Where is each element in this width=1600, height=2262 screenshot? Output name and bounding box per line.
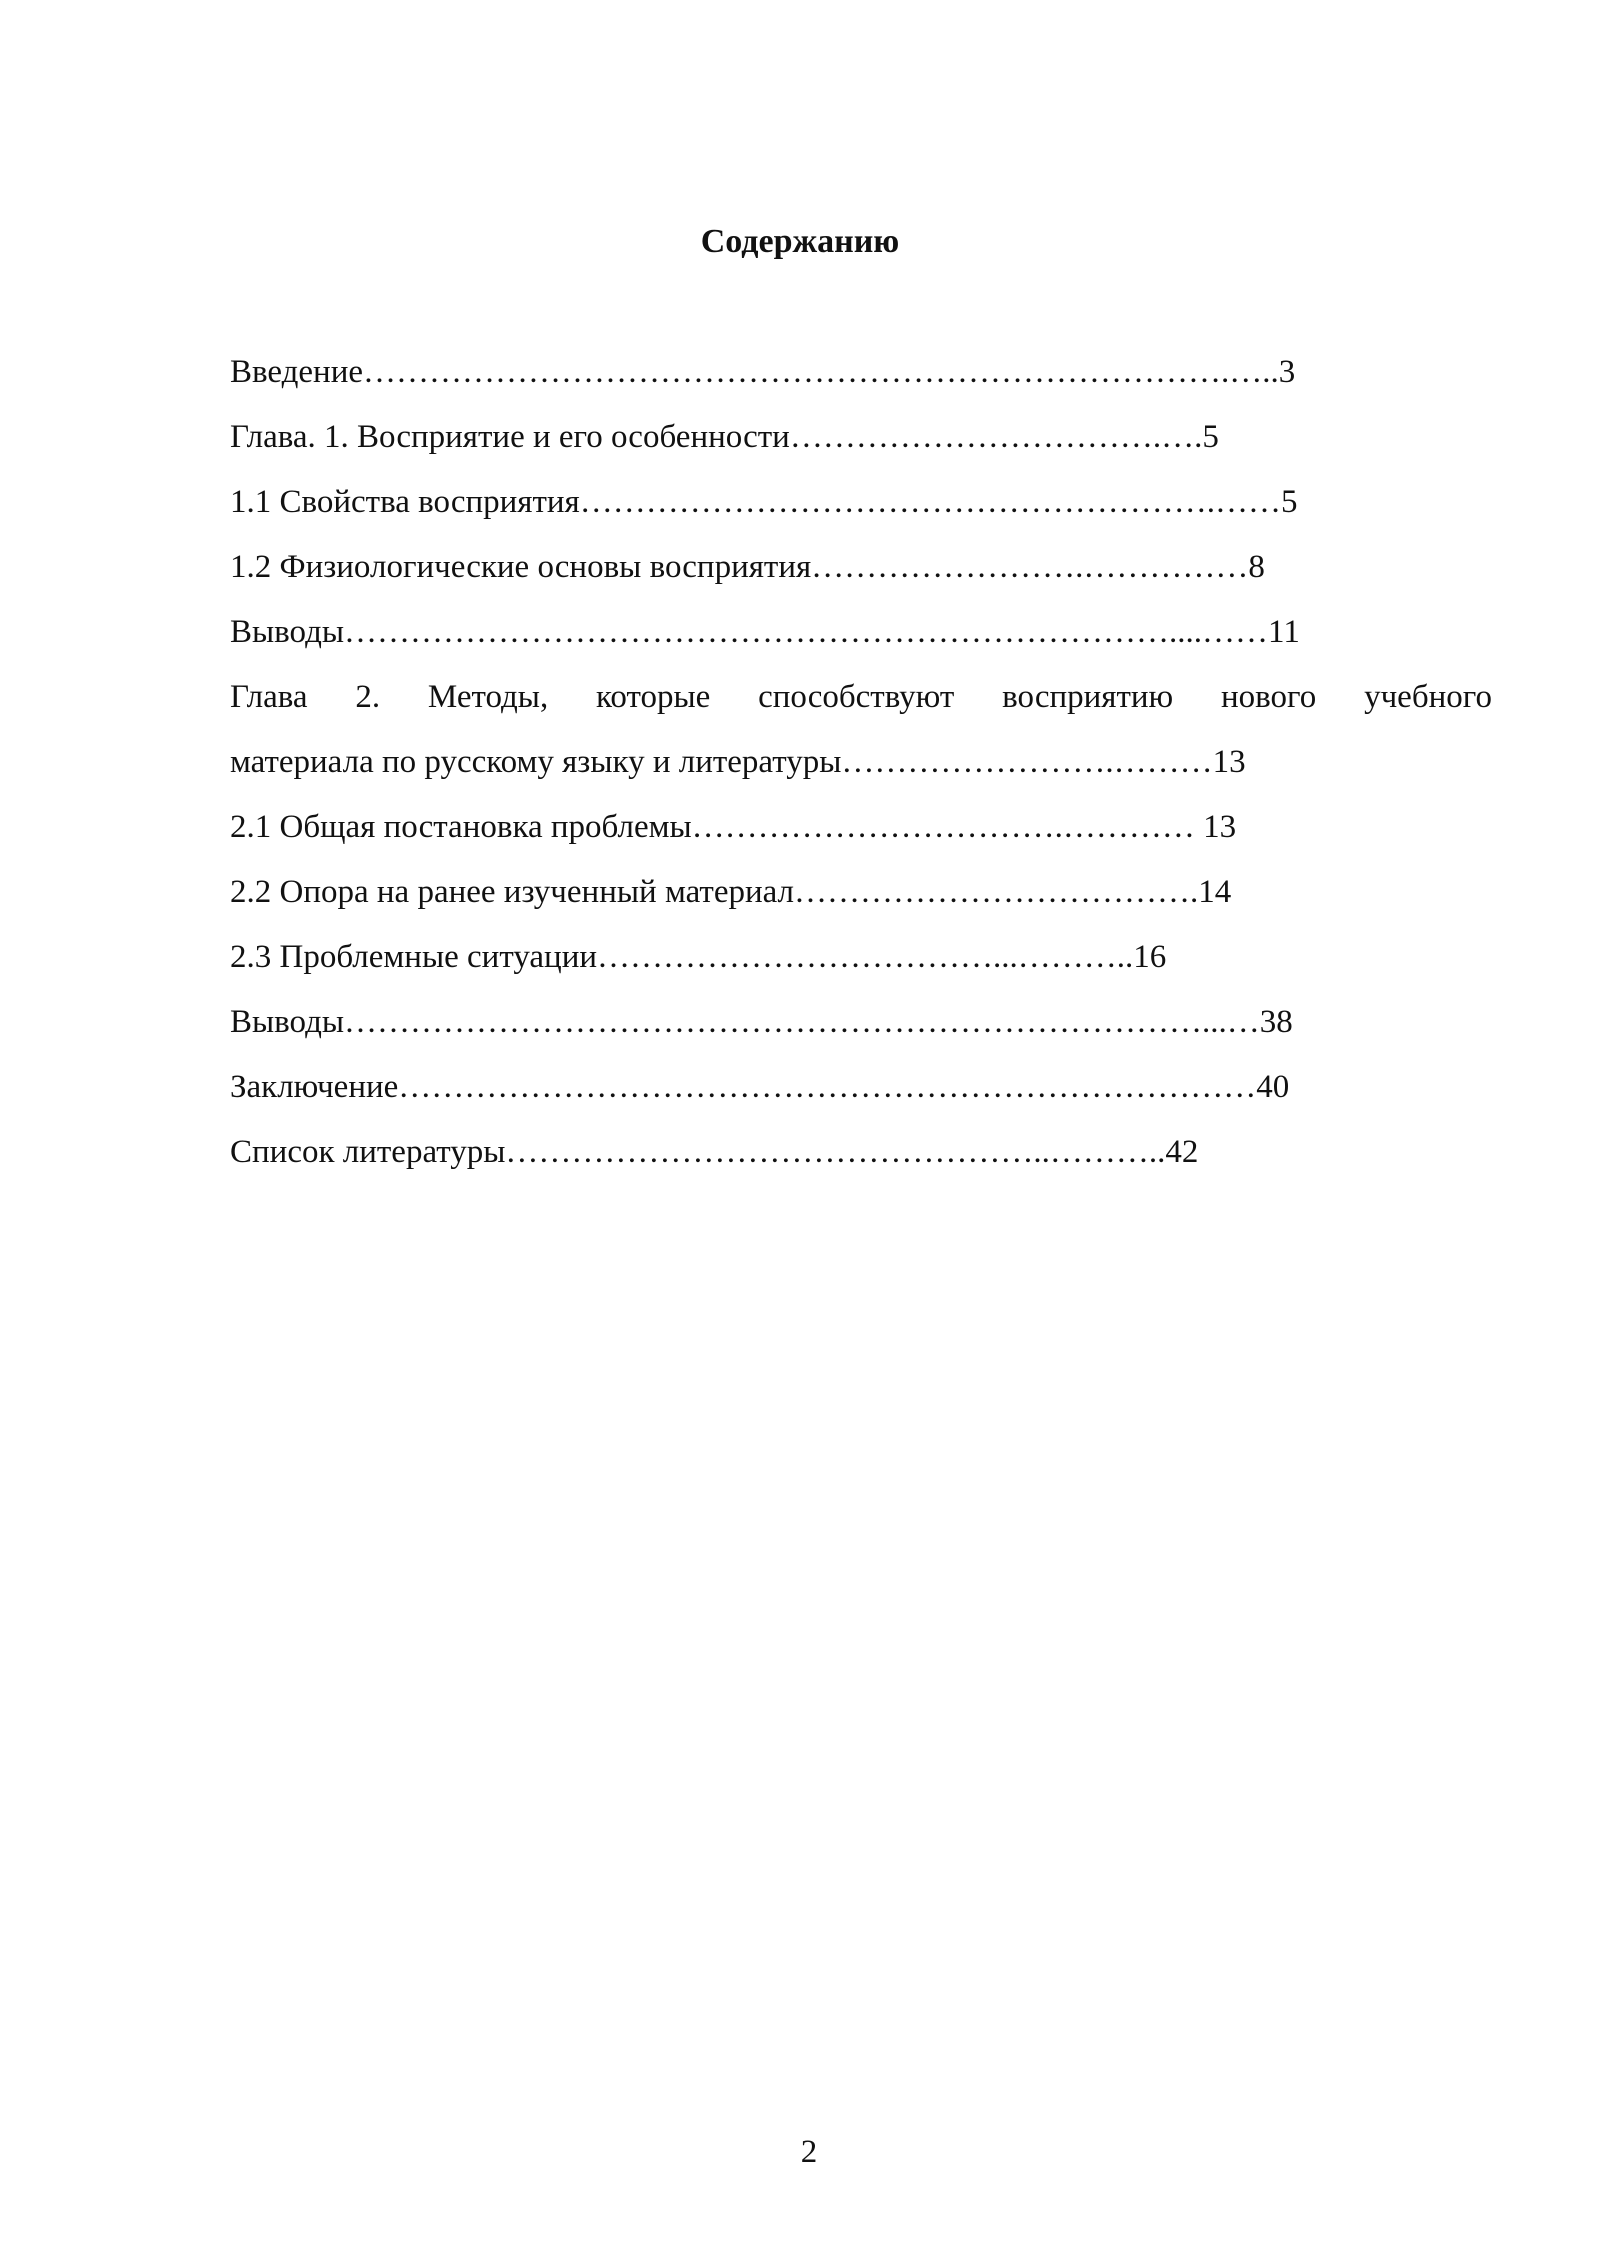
toc-entry-introduction: Введение…………………………………………………………………….…..3 [230,354,1296,390]
page-number: 2 [800,2134,818,2170]
toc-entry-section-2-1: 2.1 Общая постановка проблемы…………………………….………… 13 [230,809,1237,845]
toc-entry-conclusions-1: Выводы…………………………………………………………………....……11 [230,614,1300,650]
table-of-contents [230,345,1492,1190]
toc-entry-section-1-1: 1.1 Свойства восприятия………………………………………………….……5 [230,484,1298,520]
toc-entry-section-2-2: 2.2 Опора на ранее изученный материал……………………………….14 [230,874,1232,910]
page-title: Содержанию [700,223,900,260]
toc-entry-chapter-1: Глава. 1. Восприятие и его особенности…………………………….….5 [230,419,1219,455]
toc-entry-conclusion: Заключение……………………………………………………………………40 [230,1069,1290,1105]
toc-entry-chapter-2-line-1: Глава 2. Методы, которые способствуют восприятию нового учебного [230,679,1492,715]
toc-entry-section-1-2: 1.2 Физиологические основы восприятия…………………….……………8 [230,549,1265,585]
toc-entry-chapter-2-line-2: материала по русскому языку и литературы…………………….………13 [230,744,1246,780]
toc-entry-conclusions-2: Выводы……………………………………………………………………...…38 [230,1004,1293,1040]
toc-entry-section-2-3: 2.3 Проблемные ситуации………………………………...………..16 [230,939,1167,975]
toc-entry-references: Список литературы…………………………………………..………..42 [230,1134,1199,1170]
